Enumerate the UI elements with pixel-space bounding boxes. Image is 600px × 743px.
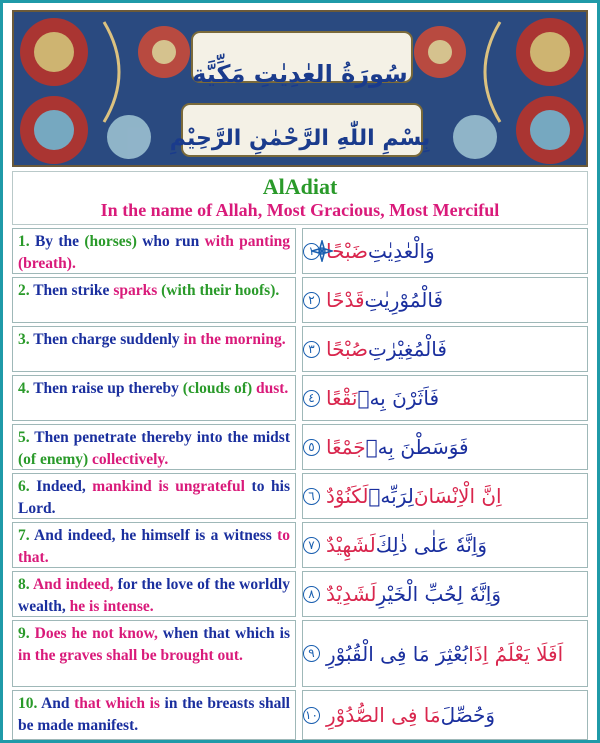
translation-segment: to his Lord. (18, 478, 290, 517)
verse-row (12, 522, 588, 568)
verse-arabic (302, 690, 588, 740)
verse-arabic (302, 326, 588, 372)
verse-translation (12, 424, 296, 470)
verse-translation (12, 326, 296, 372)
arabic-segment: اِنَّ الْاِنْسَانَ (413, 484, 502, 508)
verse-translation (12, 277, 296, 323)
bismillah-arabic: بِسْمِ اللّٰهِ الرَّحْمٰنِ الرَّحِيْمِ (169, 126, 431, 151)
ayah-number-icon: ٢ (303, 292, 320, 309)
title-box (12, 171, 588, 225)
verse-number: 7. (18, 527, 30, 544)
verse-row (12, 571, 588, 617)
arabic-segment: اَفَلَا يَعْلَمُ اِذَا (468, 641, 564, 666)
translation-segment: Then penetrate thereby into the midst (29, 429, 290, 446)
verse-row (12, 690, 588, 740)
translation-segment: that which is (74, 695, 160, 712)
translation-segment: in the graves shall be brought out. (18, 647, 243, 664)
flower-ornament-icon (311, 240, 333, 262)
translation-segment: mankind is ungrateful (92, 478, 245, 495)
translation-segment: And indeed, (29, 576, 114, 593)
verse-arabic (302, 424, 588, 470)
verse-row (12, 620, 588, 687)
arabic-segment: وَحُصِّلَ (440, 703, 496, 727)
arabic-segment: لَشَدِيْدٌ (326, 582, 377, 606)
translation-segment: Then charge suddenly (29, 331, 184, 348)
ayah-number-icon: ١٠ (303, 707, 320, 724)
verse-number: 5. (18, 429, 30, 446)
arabic-segment: قَدْحًا (326, 288, 365, 312)
arabic-segment: لِرَبِّهٖ (368, 484, 414, 508)
verse-arabic (302, 571, 588, 617)
page-title: AlAdiat (262, 174, 338, 199)
translation-segment: he is intense. (69, 598, 154, 615)
surah-name-arabic: سُورَةُ العٰدِيٰتِ مَكِّيَّة (192, 60, 408, 88)
arabic-segment: وَالْعٰدِيٰتِ (368, 239, 435, 263)
verse-number: 3. (18, 331, 30, 348)
arabic-segment: مَا فِى الصُّدُوْرِ (326, 703, 441, 727)
arabic-segment: جَمْعًا (326, 435, 366, 459)
verse-arabic (302, 375, 588, 421)
translation-segment: And indeed, he himself is a witness (29, 527, 278, 544)
verse-translation (12, 228, 296, 274)
translation-segment: Does he not know, (29, 625, 158, 642)
ayah-number-icon: ٣ (303, 341, 320, 358)
translation-segment: (horses) (84, 233, 137, 250)
verse-arabic (302, 522, 588, 568)
translation-segment: Then raise up thereby (29, 380, 183, 397)
verse-number: 9. (18, 625, 30, 642)
ayah-number-icon: ١ (303, 243, 320, 260)
verse-number: 10. (18, 695, 38, 712)
verse-translation (12, 690, 296, 740)
verse-number: 6. (18, 478, 30, 495)
arabic-segment: وَاِنَّهٗ عَلٰى ذٰلِكَ (375, 533, 487, 557)
arabic-segment: فَوَسَطْنَ بِهٖ (365, 435, 469, 459)
arabic-segment: فَاَثَرْنَ بِهٖ (357, 386, 440, 410)
translation-segment: when that which is (157, 625, 290, 642)
verse-translation (12, 522, 296, 568)
verse-arabic (302, 228, 588, 274)
verse-arabic (302, 473, 588, 519)
arabic-segment: ضَبْحًا (326, 239, 369, 263)
translation-segment: in the breasts shall be made manifest. (18, 695, 290, 734)
verse-arabic (302, 620, 588, 687)
arabic-segment: فَالْمُغِيْرٰتِ (368, 337, 447, 361)
verse-translation (12, 473, 296, 519)
arabic-segment: لَشَهِيْدٌ (326, 533, 376, 557)
verse-number: 2. (18, 282, 30, 299)
verse-translation (12, 620, 296, 687)
verse-translation (12, 571, 296, 617)
verse-row (12, 228, 588, 274)
translation-segment: to that. (18, 527, 290, 566)
arabic-segment: صُبْحًا (326, 337, 369, 361)
ayah-number-icon: ٩ (303, 645, 320, 662)
ayah-number-icon: ٧ (303, 537, 320, 554)
translation-segment: who run (136, 233, 205, 250)
arabic-segment: وَاِنَّهٗ لِحُبِّ الْخَيْرِ (376, 582, 501, 606)
translation-segment: (clouds of) (182, 380, 253, 397)
translation-segment: dust. (252, 380, 289, 397)
arabic-segment: بُعْثِرَ مَا فِى الْقُبُوْرِ (326, 641, 469, 666)
verse-row (12, 375, 588, 421)
verse-row (12, 424, 588, 470)
verse-row (12, 277, 588, 323)
translation-segment: Then strike (29, 282, 114, 299)
verse-number: 4. (18, 380, 30, 397)
arabic-segment: فَالْمُوْرِيٰتِ (364, 288, 444, 312)
translation-segment: By the (29, 233, 85, 250)
page-subtitle: In the name of Allah, Most Gracious, Most Merciful (100, 200, 500, 220)
ayah-number-icon: ٨ (303, 586, 320, 603)
arabic-segment: لَكَنُوْدٌ (326, 484, 369, 508)
verse-table (12, 228, 588, 743)
translation-segment: (of enemy) (18, 451, 89, 468)
ayah-number-icon: ٦ (303, 488, 320, 505)
verse-number: 8. (18, 576, 30, 593)
translation-segment: (with their hoofs). (157, 282, 280, 299)
translation-segment: with panting (204, 233, 290, 250)
translation-segment: in the morning. (183, 331, 286, 348)
translation-segment: sparks (113, 282, 158, 299)
arabic-segment: نَقْعًا (326, 386, 358, 410)
verse-row (12, 473, 588, 519)
translation-segment: And (37, 695, 75, 712)
header-banner (12, 10, 588, 167)
translation-segment: Indeed, (29, 478, 93, 495)
translation-segment: for the love of the worldly wealth, (18, 576, 290, 615)
ayah-number-icon: ٥ (303, 439, 320, 456)
ayah-number-icon: ٤ (303, 390, 320, 407)
translation-segment: collectively. (88, 451, 169, 468)
verse-number: 1. (18, 233, 30, 250)
verse-row (12, 326, 588, 372)
verse-translation (12, 375, 296, 421)
translation-segment: (breath). (18, 255, 76, 272)
verse-arabic (302, 277, 588, 323)
